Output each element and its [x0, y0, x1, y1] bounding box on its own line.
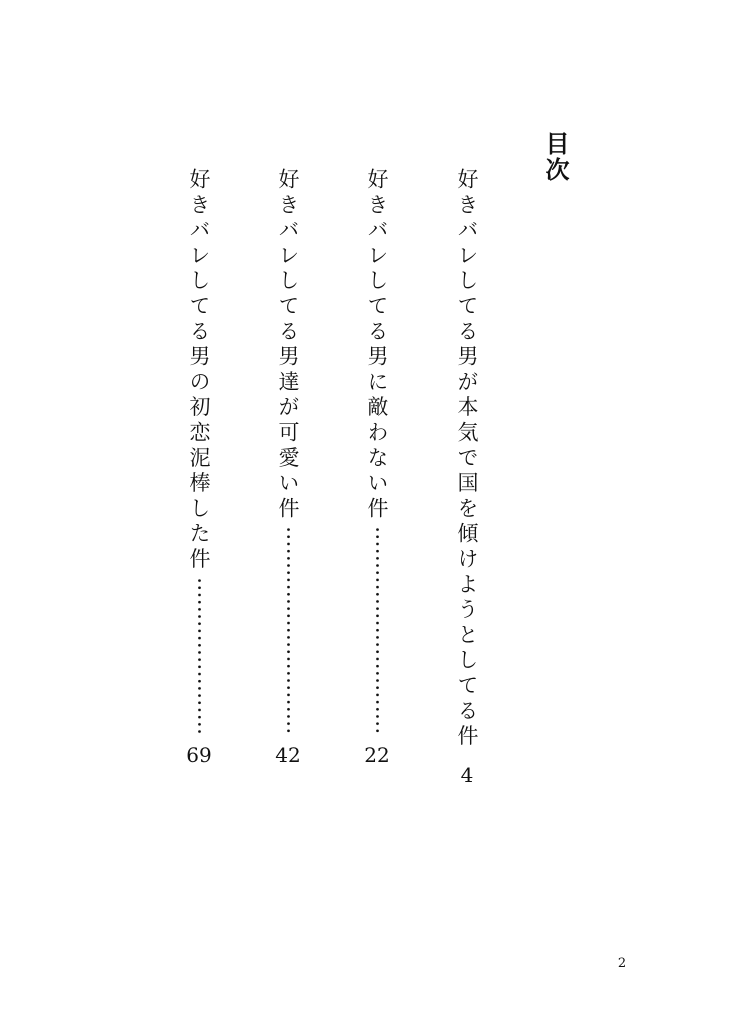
toc-entry	[273, 168, 303, 768]
page-number: 2	[617, 956, 627, 971]
toc-entry-page: 69	[186, 743, 212, 767]
toc-leader-dots	[287, 526, 290, 734]
toc-heading: 目次	[541, 131, 570, 183]
toc-entry-title: 好きバレしてる男達が可愛い件	[276, 168, 300, 523]
toc-leader-dots	[376, 526, 379, 734]
toc-entry-title: 好きバレしてる男が本気で国を傾けようとしてる件	[455, 168, 479, 750]
toc-entry	[184, 168, 214, 768]
toc-entry-page: 4	[460, 762, 474, 787]
toc-leader-dots	[198, 577, 201, 734]
toc-entry	[452, 168, 482, 787]
toc-entry-page: 22	[364, 743, 390, 767]
toc-entry-page: 42	[275, 743, 301, 767]
toc-entry-title: 好きバレしてる男の初恋泥棒した件	[187, 168, 211, 573]
toc-entry-title: 好きバレしてる男に敵わない件	[365, 168, 389, 523]
toc-entry	[362, 168, 392, 768]
